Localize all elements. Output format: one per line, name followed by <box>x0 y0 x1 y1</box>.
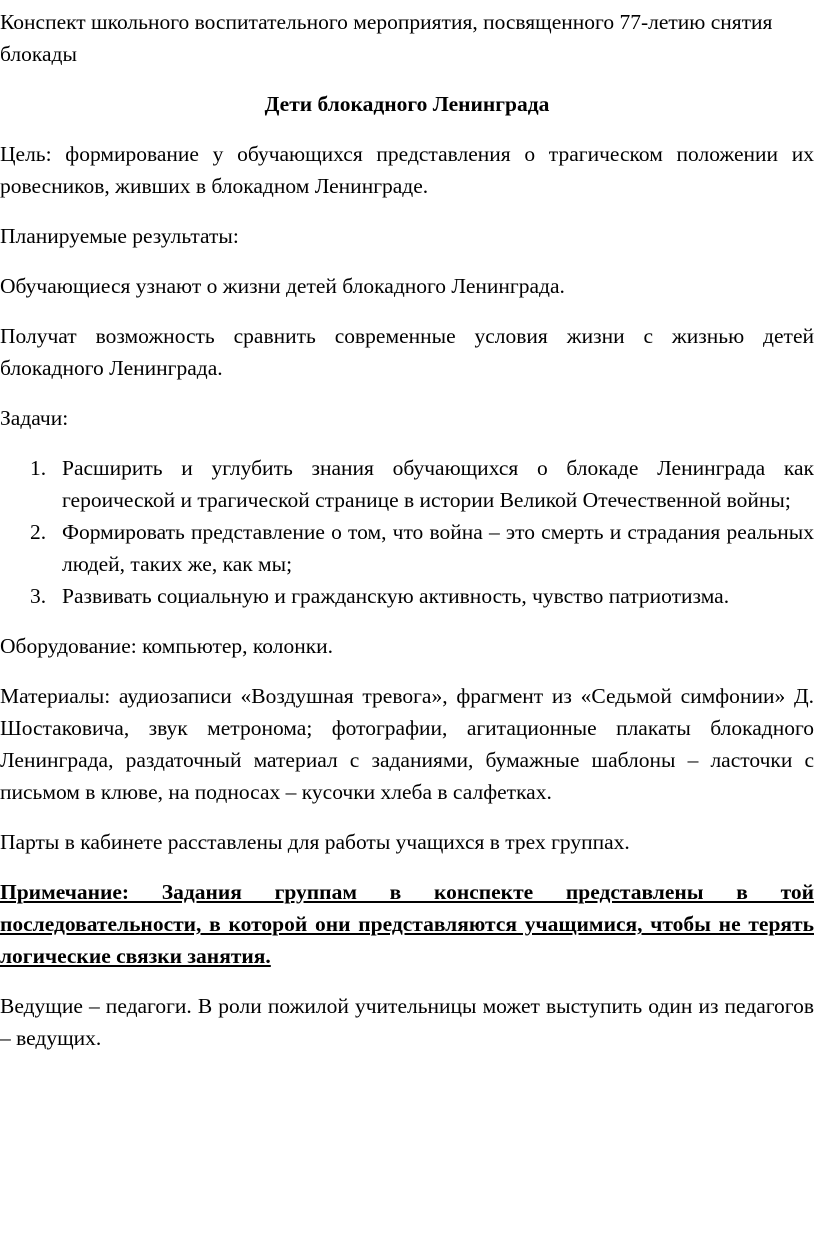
results-heading: Планируемые результаты: <box>0 224 239 248</box>
materials-paragraph: Материалы: аудиозаписи «Воздушная тревога», фрагмент из «Седьмой симфонии» Д. Шостаковича, звук метронома; фотографии, агитационные плакаты блокадного Ленинграда, раздаточный материал с заданиями, бумажные шаблоны – ласточки с письмом в клюве, на подносах – кусочки хлеба в салфетках. <box>0 684 814 804</box>
list-item-text: Формировать представление о том, что война – это смерть и страдания реальных людей, таких же, как мы; <box>62 520 814 576</box>
document-title: Дети блокадного Ленинграда <box>264 92 550 116</box>
list-item-text: Расширить и углубить знания обучающихся о блокаде Ленинграда как героической и трагической странице в истории Великой Отечественной войны; <box>62 456 814 512</box>
equipment-paragraph: Оборудование: компьютер, колонки. <box>0 634 334 658</box>
list-item <box>30 580 814 612</box>
goal-paragraph: Цель: формирование у обучающихся представления о трагическом положении их ровесников, живших в блокадном Ленинграде. <box>0 142 814 198</box>
note-paragraph: Примечание: Задания группам в конспекте представлены в той последовательности, в которой они представляются учащимися, чтобы не терять логические связки занятия. <box>0 880 814 968</box>
list-item <box>30 452 814 516</box>
tasks-heading: Задачи: <box>0 406 69 430</box>
desks-paragraph: Парты в кабинете расставлены для работы учащихся в трех группах. <box>0 830 630 854</box>
list-item-number: 1. <box>30 456 47 480</box>
list-item-number: 2. <box>30 520 47 544</box>
tasks-list <box>0 452 814 612</box>
list-item-text: Развивать социальную и гражданскую активность, чувство патриотизма. <box>62 584 730 608</box>
result-1-paragraph: Обучающиеся узнают о жизни детей блокадного Ленинграда. <box>0 274 565 298</box>
intro-paragraph: Конспект школьного воспитательного мероприятия, посвященного 77-летию снятия блокады <box>0 10 773 66</box>
list-item-number: 3. <box>30 584 47 608</box>
hosts-paragraph: Ведущие – педагоги. В роли пожилой учительницы может выступить один из педагогов – ведущих. <box>0 994 814 1050</box>
result-2-paragraph: Получат возможность сравнить современные условия жизни с жизнью детей блокадного Ленинграда. <box>0 324 814 380</box>
list-item <box>30 516 814 580</box>
